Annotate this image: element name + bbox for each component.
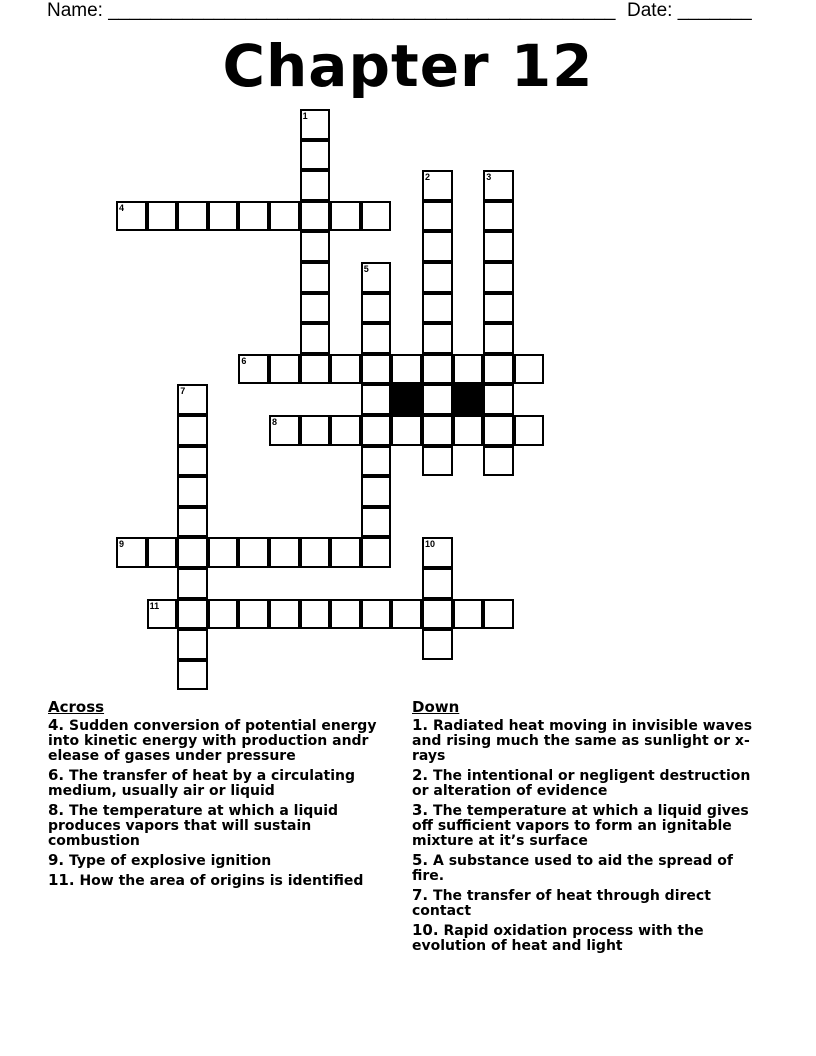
grid-cell[interactable] — [422, 629, 453, 660]
grid-cell[interactable] — [238, 354, 269, 385]
grid-cell[interactable] — [422, 354, 453, 385]
clue-text: Sudden conversion of potential energy into kinetic energy with production andr elease of gases under pressure — [48, 718, 377, 764]
grid-cell[interactable] — [208, 201, 239, 232]
grid-cell[interactable] — [422, 262, 453, 293]
clue-number: 7. — [412, 886, 429, 904]
grid-cell[interactable] — [453, 415, 484, 446]
grid-cell[interactable] — [177, 537, 208, 568]
clue-text: The transfer of heat by a circulating medium, usually air or liquid — [48, 768, 356, 799]
grid-cell[interactable] — [483, 293, 514, 324]
grid-cell[interactable] — [483, 231, 514, 262]
grid-cell[interactable] — [300, 415, 331, 446]
grid-cell[interactable] — [361, 446, 392, 477]
grid-cell[interactable] — [422, 599, 453, 630]
grid-cell[interactable] — [453, 354, 484, 385]
grid-cell[interactable] — [300, 354, 331, 385]
clue-text: The intentional or negligent destruction or alteration of evidence — [412, 768, 751, 799]
grid-cell[interactable] — [208, 599, 239, 630]
grid-cell[interactable] — [422, 201, 453, 232]
grid-cell[interactable] — [422, 446, 453, 477]
cell-number: 11 — [149, 600, 160, 611]
grid-cell[interactable] — [422, 568, 453, 599]
black-cell — [391, 384, 422, 415]
grid-cell[interactable] — [208, 537, 239, 568]
grid-cell[interactable] — [361, 354, 392, 385]
clue-text: The transfer of heat through direct contact — [412, 888, 711, 919]
down-clue — [412, 853, 762, 884]
grid-cell[interactable] — [238, 599, 269, 630]
grid-cell[interactable] — [177, 201, 208, 232]
cell-number: 7 — [180, 386, 186, 397]
grid-cell[interactable] — [483, 201, 514, 232]
grid-cell[interactable] — [483, 446, 514, 477]
grid-cell[interactable] — [422, 293, 453, 324]
grid-cell[interactable] — [177, 384, 208, 415]
grid-cell[interactable] — [453, 599, 484, 630]
grid-cell[interactable] — [483, 384, 514, 415]
clue-number: 11. — [48, 871, 75, 889]
cell-number: 1 — [302, 111, 308, 121]
grid-cell[interactable] — [361, 599, 392, 630]
grid-cell[interactable] — [330, 537, 361, 568]
cell-number: 3 — [486, 172, 492, 183]
down-clue — [412, 768, 762, 799]
grid-cell[interactable] — [361, 507, 392, 538]
across-clue — [48, 768, 398, 799]
grid-cell[interactable] — [300, 140, 331, 171]
grid-cell[interactable] — [483, 170, 514, 201]
grid-cell[interactable] — [391, 354, 422, 385]
clue-number: 6. — [48, 766, 65, 784]
clue-number: 9. — [48, 851, 65, 869]
clue-number: 2. — [412, 766, 429, 784]
down-clues — [412, 700, 762, 958]
grid-cell[interactable] — [361, 293, 392, 324]
grid-cell[interactable] — [483, 599, 514, 630]
clue-text: Radiated heat moving in invisible waves and rising much the same as sunlight or x-rays — [412, 718, 753, 764]
cell-number: 5 — [363, 264, 369, 274]
across-clue — [48, 803, 398, 849]
clue-number: 5. — [412, 851, 429, 869]
clue-number: 1. — [412, 716, 429, 734]
clue-text: A substance used to aid the spread of fire. — [412, 853, 734, 884]
grid-cell[interactable] — [483, 323, 514, 354]
grid-cell[interactable] — [238, 537, 269, 568]
across-clue — [48, 718, 398, 764]
clue-text: Type of explosive ignition — [69, 853, 272, 869]
grid-cell[interactable] — [483, 415, 514, 446]
grid-cell[interactable] — [300, 599, 331, 630]
grid-cell[interactable] — [514, 415, 545, 446]
across-clue — [48, 873, 398, 889]
grid-cell[interactable] — [238, 201, 269, 232]
cell-number: 10 — [425, 539, 436, 550]
grid-cell[interactable] — [514, 354, 545, 385]
clue-number: 10. — [412, 921, 439, 939]
clue-number: 8. — [48, 801, 65, 819]
across-clues — [48, 700, 398, 893]
grid-cell[interactable] — [147, 537, 178, 568]
grid-cell[interactable] — [269, 599, 300, 630]
down-clue — [412, 718, 762, 764]
grid-cell[interactable] — [361, 476, 392, 507]
grid-cell[interactable] — [300, 231, 331, 262]
grid-cell[interactable] — [300, 262, 331, 293]
grid-cell[interactable] — [330, 201, 361, 232]
grid-cell[interactable] — [177, 507, 208, 538]
grid-cell[interactable] — [177, 660, 208, 691]
grid-cell[interactable] — [177, 415, 208, 446]
down-clue — [412, 923, 762, 954]
grid-cell[interactable] — [300, 109, 331, 140]
grid-cell[interactable] — [177, 568, 208, 599]
grid-cell[interactable] — [361, 201, 392, 232]
down-heading: Down — [412, 698, 460, 716]
across-heading: Across — [48, 698, 105, 716]
grid-cell[interactable] — [422, 384, 453, 415]
down-clue — [412, 888, 762, 919]
grid-cell[interactable] — [177, 446, 208, 477]
grid-cell[interactable] — [361, 323, 392, 354]
name-field[interactable]: Name: ________________________________________________ — [47, 0, 616, 21]
page-title: Chapter 12 — [222, 32, 594, 100]
down-clue — [412, 803, 762, 849]
black-cell — [453, 384, 484, 415]
date-field[interactable]: Date: _______ — [627, 0, 752, 21]
grid-cell[interactable] — [269, 415, 300, 446]
clue-number: 3. — [412, 801, 429, 819]
grid-cell[interactable] — [330, 354, 361, 385]
grid-cell[interactable] — [177, 629, 208, 660]
grid-cell[interactable] — [361, 415, 392, 446]
grid-cell[interactable] — [300, 170, 331, 201]
clue-text: The temperature at which a liquid gives off sufficient vapors to form an ignitable mixture at it’s surface — [412, 803, 749, 849]
grid-cell[interactable] — [483, 354, 514, 385]
grid-cell[interactable] — [116, 537, 147, 568]
grid-cell[interactable] — [330, 599, 361, 630]
grid-cell[interactable] — [483, 262, 514, 293]
grid-cell[interactable] — [300, 293, 331, 324]
grid-cell[interactable] — [269, 537, 300, 568]
across-clue — [48, 853, 398, 869]
grid-cell[interactable] — [422, 170, 453, 201]
grid-cell[interactable] — [269, 201, 300, 232]
grid-cell[interactable] — [391, 599, 422, 630]
cell-number: 8 — [272, 417, 278, 427]
grid-cell[interactable] — [147, 201, 178, 232]
cell-number: 9 — [119, 539, 125, 550]
grid-cell[interactable] — [177, 476, 208, 507]
grid-cell[interactable] — [422, 537, 453, 568]
clue-text: How the area of origins is identified — [79, 873, 364, 889]
grid-cell[interactable] — [147, 599, 178, 630]
grid-cell[interactable] — [361, 537, 392, 568]
grid-cell[interactable] — [422, 231, 453, 262]
grid-cell[interactable] — [300, 537, 331, 568]
grid-cell[interactable] — [300, 323, 331, 354]
cell-number: 2 — [425, 172, 431, 183]
grid-cell[interactable] — [361, 262, 392, 293]
clue-number: 4. — [48, 716, 65, 734]
grid-cell[interactable] — [361, 384, 392, 415]
clue-text: Rapid oxidation process with the evolution of heat and light — [412, 923, 704, 954]
grid-cell[interactable] — [422, 415, 453, 446]
grid-cell[interactable] — [422, 323, 453, 354]
clue-text: The temperature at which a liquid produces vapors that will sustain combustion — [48, 803, 339, 849]
grid-cell[interactable] — [269, 354, 300, 385]
grid-cell[interactable] — [330, 415, 361, 446]
grid-cell[interactable] — [300, 201, 331, 232]
grid-cell[interactable] — [177, 599, 208, 630]
cell-number: 4 — [119, 202, 125, 213]
grid-cell[interactable] — [391, 415, 422, 446]
grid-cell[interactable] — [116, 201, 147, 232]
cell-number: 6 — [241, 355, 247, 366]
